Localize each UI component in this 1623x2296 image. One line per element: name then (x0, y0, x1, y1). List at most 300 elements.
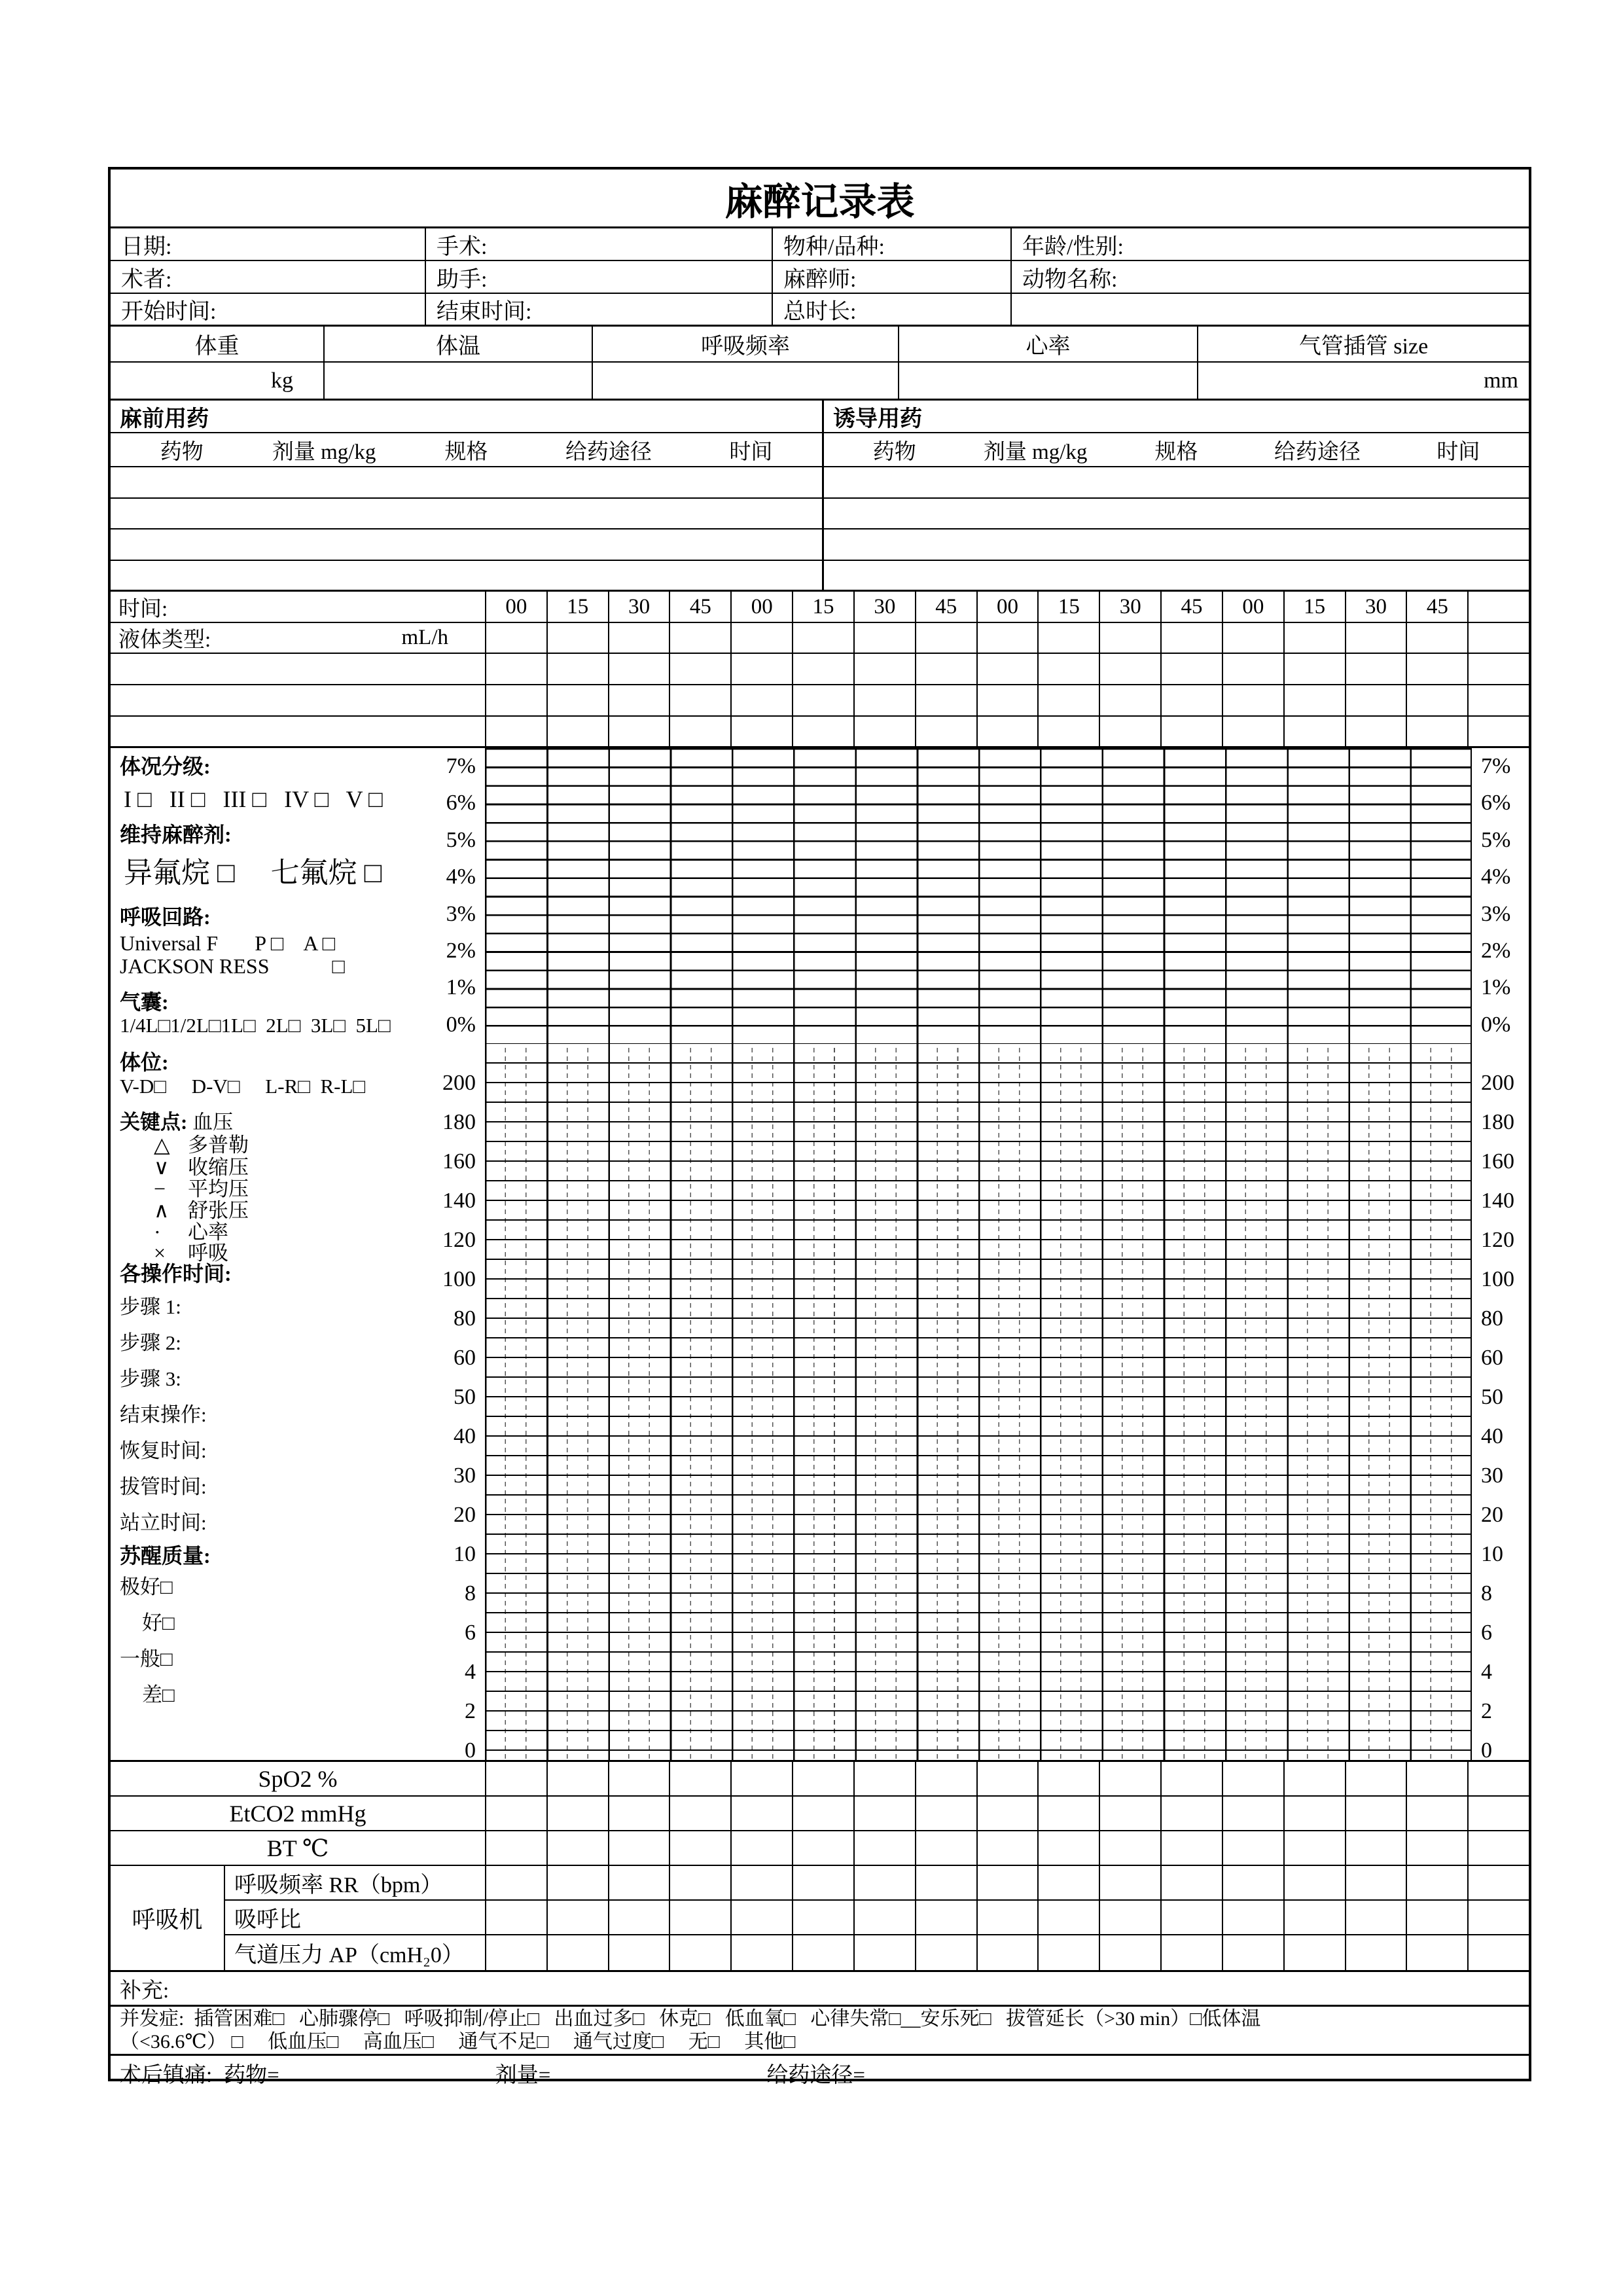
grid-cell (1283, 717, 1345, 746)
grid-cell (1467, 654, 1529, 684)
fluid-cells (485, 623, 1529, 653)
grid-cell (485, 1831, 546, 1865)
grid-cell (730, 1935, 792, 1970)
date-field: 日期: (121, 234, 172, 259)
ventilator-block (111, 1866, 1529, 1972)
spo2-label: SpO2 % (258, 1765, 338, 1792)
info-row-2 (111, 261, 1529, 294)
numeric-scale-label: 6 (465, 1621, 476, 1645)
panel-line: 拔管时间: (120, 1475, 207, 1498)
grid-cell (792, 1797, 853, 1830)
grid-cell (1345, 1901, 1406, 1934)
percent-scale-right-label: 7% (1481, 754, 1511, 778)
supplement-row (111, 1972, 1529, 2007)
grid-cell (669, 1935, 730, 1970)
grid-cell (1222, 654, 1283, 684)
grid-cell (485, 685, 546, 715)
grid-cell (1467, 1797, 1529, 1830)
grid-cell (1406, 1866, 1467, 1899)
percent-scale-right-label: 0% (1481, 1012, 1511, 1037)
col-time: 时间 (729, 440, 773, 464)
respiratory-rate-value-cell (592, 363, 898, 399)
age-sex-field: 年龄/性别: (1010, 228, 1529, 260)
grid-cell (1160, 685, 1222, 715)
grid-cell (1406, 685, 1467, 715)
vitals-value-row (111, 363, 1529, 401)
grid-cell (1099, 1831, 1160, 1865)
numeric-scale-right-label: 10 (1481, 1542, 1503, 1566)
grid-cell (485, 1762, 546, 1795)
grid-cell (730, 623, 792, 653)
numeric-scale-label: 80 (454, 1306, 476, 1331)
percent-scale-right-label: 3% (1481, 901, 1511, 926)
grid-cell (1283, 685, 1345, 715)
numeric-scale-label: 100 (442, 1267, 476, 1291)
grid-cell: 45 (669, 592, 730, 622)
grid-cell (1345, 623, 1406, 653)
induction-title: 诱导用药 (833, 406, 922, 431)
legend-symbol: · (154, 1220, 161, 1244)
ventilator-ap-row (225, 1935, 1529, 1970)
grid-cell (976, 654, 1038, 684)
grid-cell: 30 (608, 592, 669, 622)
col-drug: 药物 (872, 440, 916, 464)
col-dose: 剂量 mg/kg (983, 440, 1088, 464)
respiratory-rate-header: 呼吸频率 (592, 327, 898, 361)
grid-cell (1345, 1797, 1406, 1830)
grid-cell (1406, 1797, 1467, 1830)
grid-cell (1467, 1901, 1529, 1934)
grid-cell (1222, 623, 1283, 653)
grid-cell (1283, 623, 1345, 653)
legend-symbol: △ (154, 1133, 170, 1157)
fluid-row (111, 623, 1529, 654)
ventilator-rr-label: 呼吸频率 RR（bpm） (234, 1873, 443, 1897)
grid-cell (669, 1762, 730, 1795)
grid-cell (853, 1901, 915, 1934)
legend-item (154, 1177, 249, 1201)
surgeon-field: 术者: (121, 267, 172, 292)
grid-cell (1037, 1797, 1099, 1830)
numeric-scale-right-label: 8 (1481, 1581, 1492, 1605)
legend-symbol: ∨ (154, 1155, 169, 1179)
et-tube-unit: mm (1197, 363, 1529, 399)
complications-line-2: （<36.6℃） □ 低血压□ 高血压□ 通气不足□ 通气过度□ 无□ 其他□ (120, 2031, 796, 2053)
grid-cell: 15 (792, 592, 853, 622)
panel-line: 差□ (142, 1683, 175, 1706)
grid-cell (546, 1762, 608, 1795)
numeric-scale-label: 8 (465, 1581, 476, 1605)
percent-scale-label: 3% (446, 901, 476, 926)
grid-cell (1406, 717, 1467, 746)
numeric-scale-label: 140 (442, 1189, 476, 1213)
grid-cell (546, 1901, 608, 1934)
legend-label: 收缩压 (188, 1156, 249, 1179)
complications-line-1: 并发症: 插管困难□ 心肺骤停□ 呼吸抑制/停止□ 出血过多□ 休克□ 低血氧□ 心律失常□__安乐死□ 拔管延长（>30 min）□低体温 (120, 2008, 1261, 2030)
grid-cell (976, 1866, 1038, 1899)
grid-cell (669, 654, 730, 684)
grid-cell (915, 1935, 976, 1970)
grid-cell (730, 1866, 792, 1899)
numeric-scale-label: 20 (454, 1503, 476, 1527)
numeric-scale-label: 40 (454, 1424, 476, 1448)
legend-item (154, 1133, 249, 1157)
panel-line: 步骤 2: (120, 1331, 181, 1354)
grid-cell (915, 623, 976, 653)
grid-cell (1406, 654, 1467, 684)
grid-cell (1467, 592, 1529, 622)
numeric-scale-right-label: 140 (1481, 1189, 1514, 1213)
grid-cell (853, 1762, 915, 1795)
col-drug: 药物 (160, 440, 204, 464)
numeric-scale-right-label: 100 (1481, 1267, 1514, 1291)
percent-scale-label: 5% (446, 827, 476, 852)
numeric-scale-right-label: 4 (1481, 1660, 1492, 1684)
numeric-scale-label: 30 (454, 1463, 476, 1488)
panel-line: 极好□ (120, 1575, 173, 1598)
legend-label: 呼吸 (188, 1242, 228, 1265)
numeric-scale-right-label: 50 (1481, 1385, 1503, 1409)
info-row-1 (111, 228, 1529, 261)
legend-label: 平均压 (188, 1177, 249, 1200)
col-time: 时间 (1436, 440, 1480, 464)
grid-cell (608, 1797, 669, 1830)
panel-line: Universal F P □ A □ (120, 931, 336, 955)
grid-cell (1467, 1935, 1529, 1970)
panel-line: 各操作时间: (120, 1262, 232, 1285)
legend-label: 心率 (188, 1221, 228, 1244)
numeric-scale-label: 180 (442, 1110, 476, 1134)
grid-cell (792, 1831, 853, 1865)
grid-cell (1283, 1797, 1345, 1830)
grid-cell (608, 1901, 669, 1934)
grid-cell (669, 1797, 730, 1830)
temperature-value-cell (323, 363, 592, 399)
percent-scale-right-label: 2% (1481, 939, 1511, 963)
panel-line: V-D□ D-V□ L-R□ R-L□ (120, 1075, 366, 1098)
grid-cell (608, 685, 669, 715)
grid-cell (730, 685, 792, 715)
grid-cell (853, 717, 915, 746)
drug-section-titles (111, 401, 1529, 433)
grid-cell (1406, 623, 1467, 653)
numeric-scale-label: 4 (465, 1660, 476, 1684)
numeric-scale-label: 60 (454, 1346, 476, 1370)
numeric-scale-label: 10 (454, 1542, 476, 1566)
numeric-scale-label: 2 (465, 1699, 476, 1723)
drug-column-headers (111, 433, 1529, 467)
panel-line: 呼吸回路: (120, 905, 211, 929)
ventilator-ie-row (225, 1901, 1529, 1935)
grid-cell (1099, 1866, 1160, 1899)
heart-rate-header: 心率 (898, 327, 1197, 361)
numeric-scale-label: 0 (465, 1738, 476, 1762)
grid-cell: 45 (1160, 592, 1222, 622)
keypoints-bp-label: 血压 (187, 1111, 234, 1134)
grid-cell (853, 1831, 915, 1865)
grid-cell (730, 1901, 792, 1934)
grid-cell (608, 654, 669, 684)
info-empty-cell (1010, 294, 1529, 325)
grid-cell (1222, 685, 1283, 715)
grid-cell (1037, 1901, 1099, 1934)
complications-row (111, 2007, 1529, 2056)
col-dose: 剂量 mg/kg (272, 440, 376, 464)
grid-cell (669, 717, 730, 746)
grid-cell (792, 623, 853, 653)
legend-item (154, 1155, 249, 1179)
grid-cell (1160, 1901, 1222, 1934)
grid-cell (1222, 717, 1283, 746)
bt-label: BT ℃ (266, 1835, 329, 1861)
grid-cell (485, 1935, 546, 1970)
drug-row (111, 499, 1529, 530)
grid-cell (1099, 1935, 1160, 1970)
grid-cell (608, 1831, 669, 1865)
grid-cell (1222, 1901, 1283, 1934)
numeric-scale-right-label: 80 (1481, 1306, 1503, 1331)
panel-line (120, 1111, 233, 1134)
grid-cell (546, 685, 608, 715)
numeric-scale-right-label: 0 (1481, 1738, 1492, 1762)
grid-cell (792, 1762, 853, 1795)
grid-cell (669, 1901, 730, 1934)
grid-cell (1160, 717, 1222, 746)
grid-cell (976, 685, 1038, 715)
time-label: 时间: (118, 597, 168, 621)
ventilator-ie-label: 吸呼比 (234, 1908, 301, 1932)
grid-cell (1283, 1762, 1345, 1795)
premed-columns (111, 433, 824, 466)
temperature-header: 体温 (323, 327, 592, 361)
grid-cell (669, 685, 730, 715)
et-tube-size-header: 气管插管 size (1197, 327, 1529, 361)
grid-cell: 15 (1037, 592, 1099, 622)
panel-line: 1/4L□1/2L□1L□ 2L□ 3L□ 5L□ (120, 1014, 391, 1037)
numeric-scale-right-label: 200 (1481, 1071, 1514, 1095)
percent-scale-label: 4% (446, 865, 476, 889)
col-route: 给药途径 (565, 440, 652, 464)
post-op-analgesia-row (111, 2056, 1529, 2090)
panel-line: 步骤 1: (120, 1295, 181, 1318)
numeric-scale-label: 200 (442, 1071, 476, 1095)
grid-cell (485, 1901, 546, 1934)
panel-line: 好□ (142, 1611, 175, 1634)
grid-cell (1099, 654, 1160, 684)
grid-cell (546, 1797, 608, 1830)
panel-line: 结束操作: (120, 1403, 207, 1426)
extra-fluid-row (111, 654, 1529, 685)
panel-line: 体况分级: (120, 755, 211, 778)
surgery-field: 手术: (425, 228, 772, 260)
panel-line: 恢复时间: (120, 1439, 207, 1462)
grid-cell (1406, 1831, 1467, 1865)
panel-line: JACKSON RESS □ (120, 954, 345, 978)
grid-cell (853, 623, 915, 653)
grid-cell (669, 623, 730, 653)
numeric-scale-right-label: 2 (1481, 1699, 1492, 1723)
grid-cell (1345, 1935, 1406, 1970)
panel-line: 步骤 3: (120, 1367, 181, 1390)
grid-cell (1406, 1762, 1467, 1795)
grid-cell (485, 654, 546, 684)
grid-cell: 45 (915, 592, 976, 622)
grid-cell: 00 (976, 592, 1038, 622)
panel-line: 气囊: (120, 990, 169, 1014)
grid-cell (1160, 1866, 1222, 1899)
percent-scale-right-label: 4% (1481, 865, 1511, 889)
grid-cell (792, 1866, 853, 1899)
grid-cell (853, 1797, 915, 1830)
legend-label: 多普勒 (188, 1134, 249, 1157)
grid-cell (1160, 654, 1222, 684)
panel-line: 苏醒质量: (120, 1544, 211, 1568)
species-field: 物种/品种: (772, 228, 1010, 260)
numeric-scale-label: 160 (442, 1149, 476, 1174)
grid-cell (853, 685, 915, 715)
drug-row (111, 561, 1529, 592)
etco2-label: EtCO2 mmHg (229, 1800, 366, 1827)
grid-cell (608, 1762, 669, 1795)
grid-cell (915, 654, 976, 684)
percent-scale-right-label: 1% (1481, 975, 1511, 1000)
spo2-row (111, 1762, 1529, 1797)
induction-columns (824, 433, 1529, 466)
numeric-scale-right-label: 6 (1481, 1621, 1492, 1645)
legend-symbol: × (154, 1241, 166, 1265)
ventilator-rows (225, 1866, 1529, 1970)
numeric-scale-label: 50 (454, 1385, 476, 1409)
grid-cell (730, 717, 792, 746)
grid-cell (792, 654, 853, 684)
fluid-label-cell (111, 623, 485, 653)
grid-cell (608, 1935, 669, 1970)
grid-cell (608, 1866, 669, 1899)
col-spec: 规格 (1154, 440, 1198, 464)
grid-cell (1222, 1866, 1283, 1899)
grid-cell (546, 654, 608, 684)
legend-label: 舒张压 (188, 1199, 249, 1222)
ventilator-label: 呼吸机 (111, 1866, 225, 1970)
grid-cell (1099, 717, 1160, 746)
fluid-rate-unit: mL/h (401, 626, 448, 649)
grid-cell (1467, 623, 1529, 653)
grid-cell (485, 623, 546, 653)
grid-cell (546, 1935, 608, 1970)
grid-cell (792, 1935, 853, 1970)
grid-cell (1222, 1762, 1283, 1795)
total-duration-field: 总时长: (772, 294, 1010, 325)
grid-cell (730, 654, 792, 684)
grid-cell (1467, 1831, 1529, 1865)
grid-cell (1037, 1935, 1099, 1970)
grid-cell (915, 1762, 976, 1795)
grid-cell (1345, 1831, 1406, 1865)
extra-fluid-row (111, 717, 1529, 748)
numeric-scale-right-label: 40 (1481, 1424, 1503, 1448)
etco2-row (111, 1797, 1529, 1831)
grid-cell: 45 (1406, 592, 1467, 622)
grid-cell (915, 685, 976, 715)
grid-cell: 00 (485, 592, 546, 622)
grid-cell (546, 717, 608, 746)
grid-cell (976, 1762, 1038, 1795)
assistant-field: 助手: (425, 261, 772, 293)
grid-cell (485, 1866, 546, 1899)
chart-left-panel (111, 748, 485, 1760)
supplement-label: 补充: (120, 1979, 169, 2003)
percent-scale-label: 1% (446, 975, 476, 1000)
grid-cell (485, 1797, 546, 1830)
grid-cell (976, 1831, 1038, 1865)
info-row-3 (111, 294, 1529, 327)
numeric-scale-right-label: 160 (1481, 1149, 1514, 1174)
grid-cell (1099, 1901, 1160, 1934)
grid-cell (853, 1935, 915, 1970)
grid-cell (1222, 1935, 1283, 1970)
vitals-header-row (111, 327, 1529, 363)
premedication-title: 麻前用药 (111, 401, 824, 432)
panel-line: 异氟烷 □ 七氟烷 □ (124, 857, 382, 889)
grid-cell (730, 1831, 792, 1865)
start-time-field: 开始时间: (121, 300, 217, 324)
panel-line: I □ II □ III □ IV □ V □ (124, 786, 383, 812)
fluid-type-label: 液体类型: (118, 628, 211, 652)
grid-cell (669, 1831, 730, 1865)
percent-scale-right-label: 6% (1481, 791, 1511, 816)
grid-cell (1283, 654, 1345, 684)
grid-cell (1099, 1797, 1160, 1830)
vital-signs-chart (111, 748, 1529, 1762)
grid-cell (546, 623, 608, 653)
panel-line: 体位: (120, 1050, 169, 1074)
col-spec: 规格 (444, 440, 488, 464)
panel-line: 维持麻醉剂: (120, 823, 232, 846)
vitals-number-grid (485, 1044, 1472, 1762)
grid-cell (1283, 1866, 1345, 1899)
percent-scale-label: 0% (446, 1012, 476, 1037)
grid-cell (1345, 717, 1406, 746)
grid-cell: 30 (1345, 592, 1406, 622)
grid-cell (915, 1831, 976, 1865)
grid-cell (1345, 685, 1406, 715)
analgesia-label: 术后镇痛: (120, 2063, 213, 2087)
grid-cell (1099, 685, 1160, 715)
grid-cell: 30 (853, 592, 915, 622)
grid-cell (1160, 1762, 1222, 1795)
numeric-scale-right-label: 20 (1481, 1503, 1503, 1527)
grid-cell (915, 717, 976, 746)
grid-cell (1160, 1935, 1222, 1970)
panel-line: 一般□ (120, 1647, 173, 1670)
grid-cell (915, 1797, 976, 1830)
grid-cell (1283, 1935, 1345, 1970)
legend-symbol: − (154, 1177, 166, 1200)
grid-cell (1037, 685, 1099, 715)
grid-cell (1222, 1831, 1283, 1865)
ventilator-rr-row (225, 1866, 1529, 1901)
grid-cell (1467, 685, 1529, 715)
grid-cell: 15 (546, 592, 608, 622)
drug-row (111, 529, 1529, 561)
grid-cell (915, 1866, 976, 1899)
grid-cell (976, 1797, 1038, 1830)
grid-cell (730, 1797, 792, 1830)
grid-cell: 15 (1283, 592, 1345, 622)
bt-row (111, 1831, 1529, 1866)
panel-line: 站立时间: (120, 1511, 207, 1534)
ventilator-ap-label: 气道压力 AP（cmH₂0） (234, 1943, 464, 1967)
